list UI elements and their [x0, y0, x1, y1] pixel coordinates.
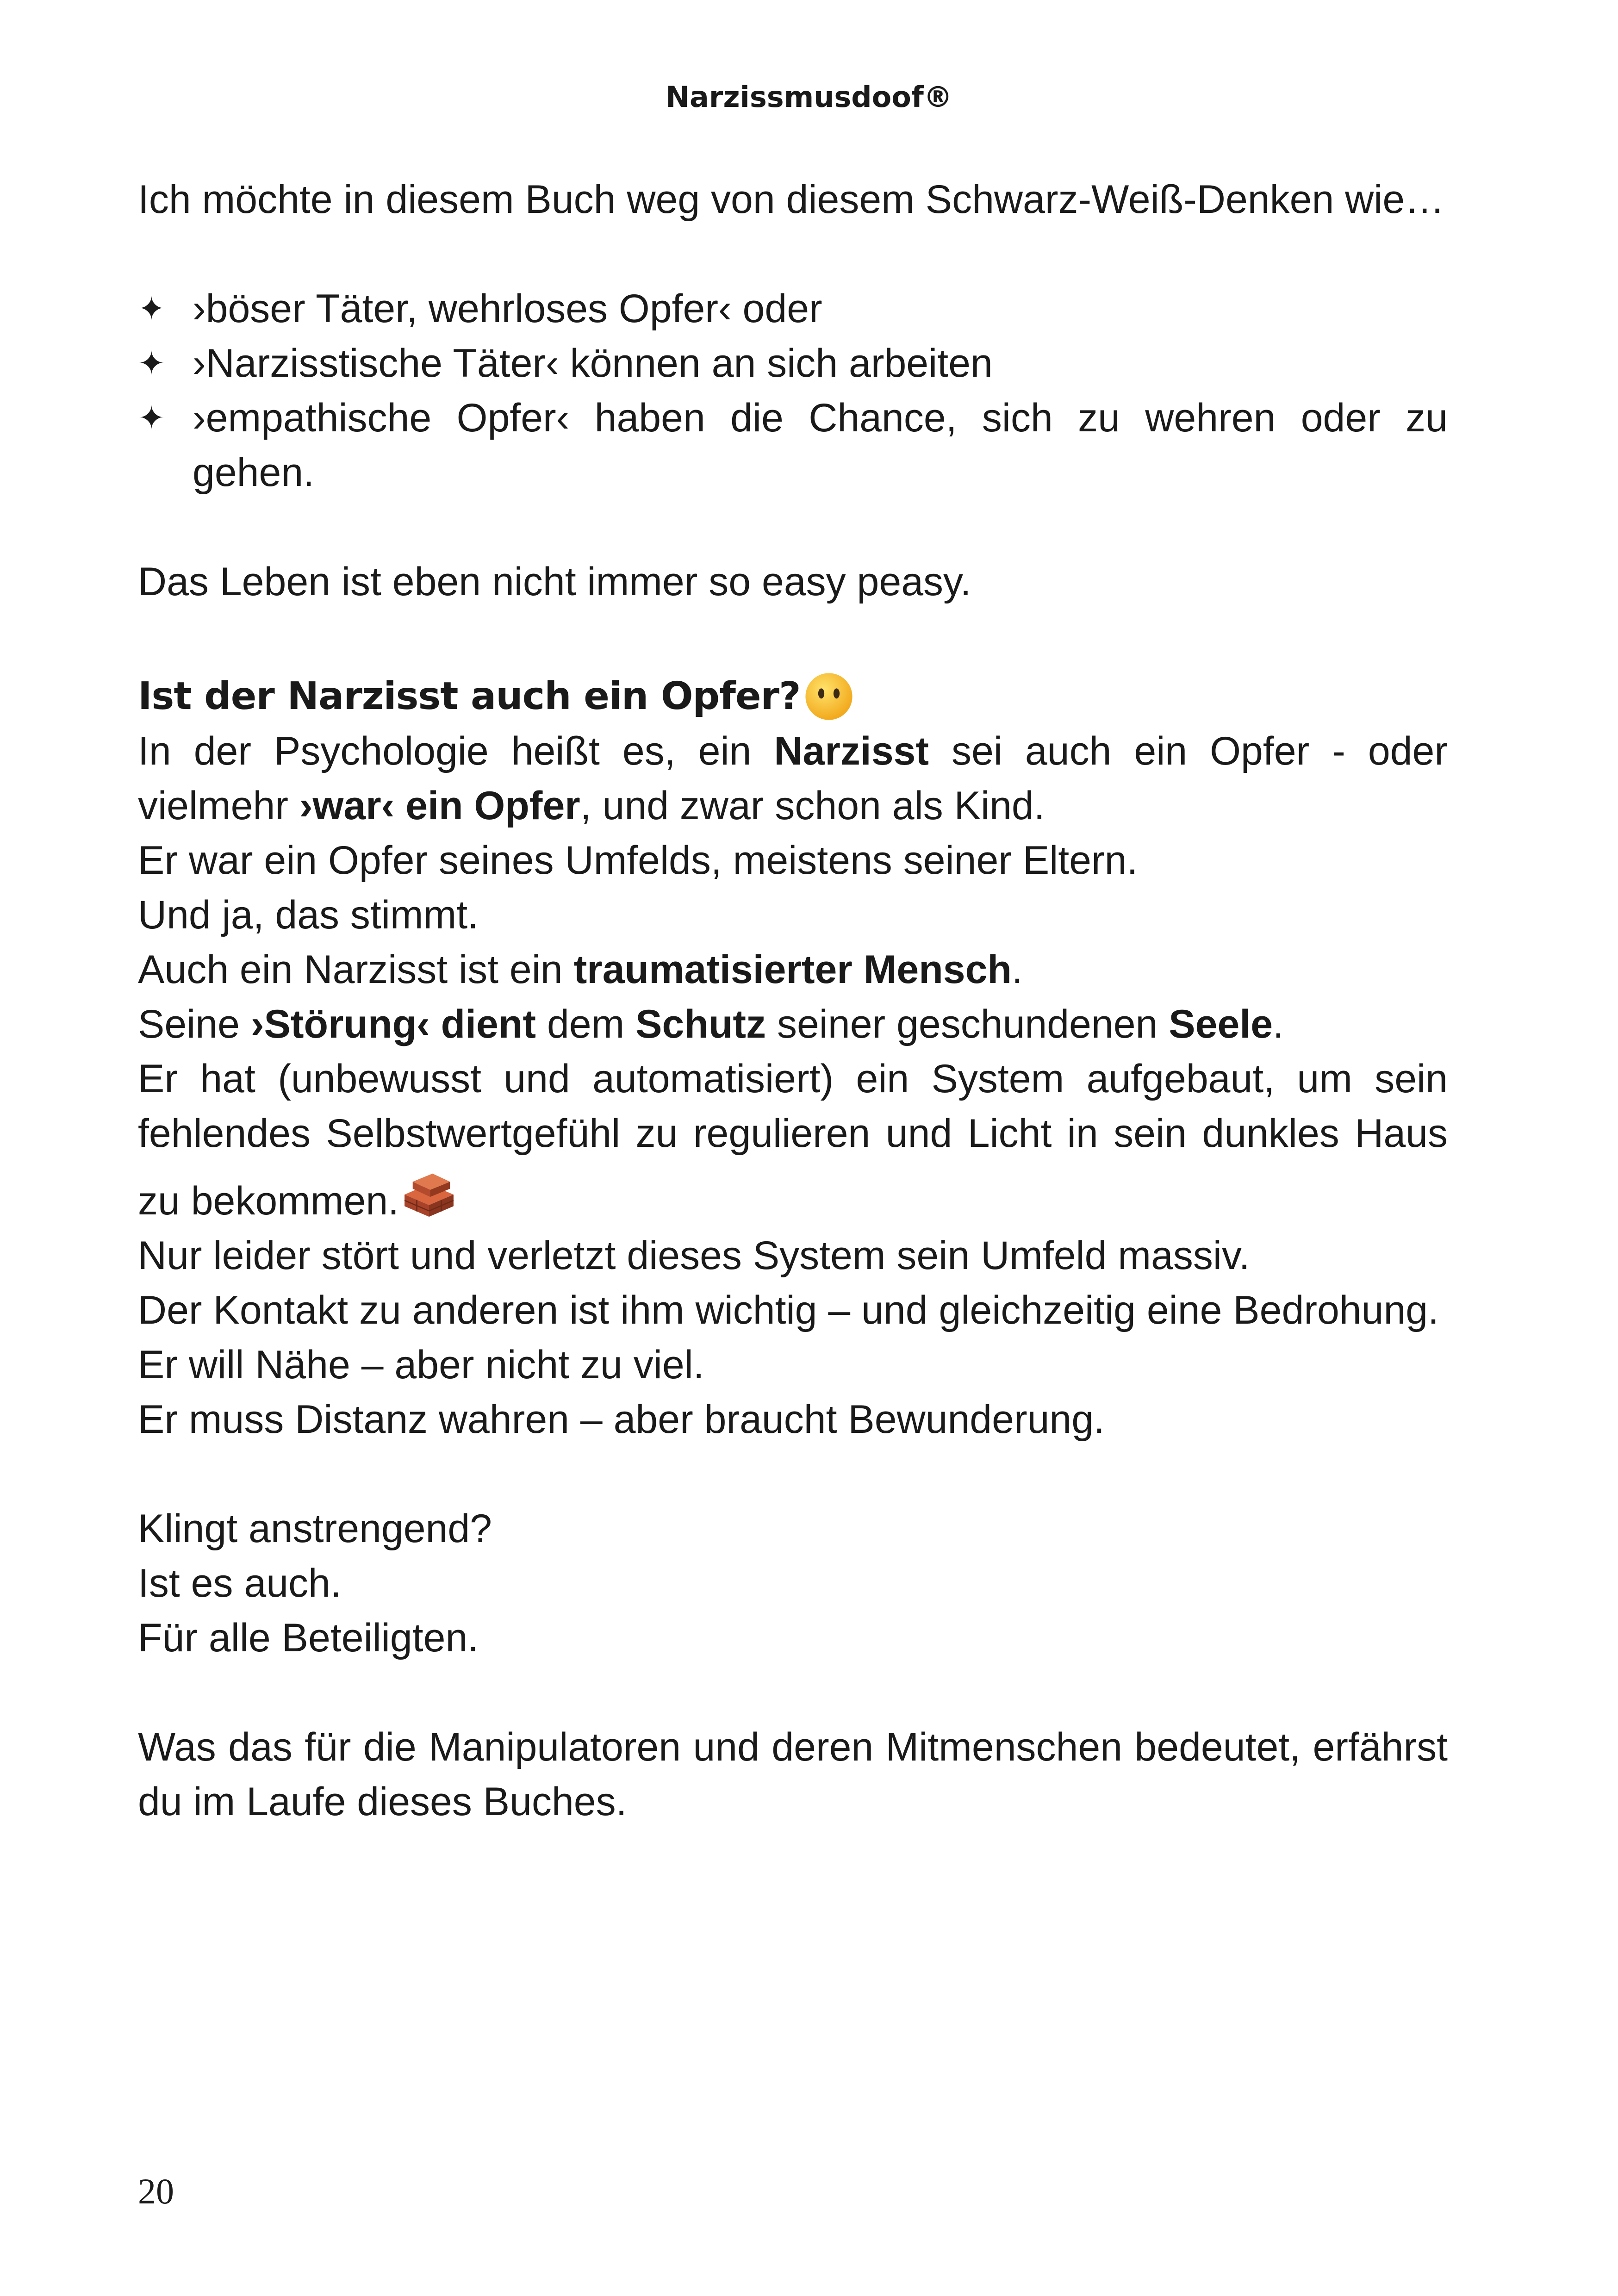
list-item: [138, 281, 1448, 336]
paragraph-environment: Er war ein Opfer seines Umfelds, meistens seiner Eltern.: [138, 838, 1138, 883]
section-heading-text: Ist der Narzisst auch ein Opfer?: [138, 674, 801, 718]
closing-question: Klingt anstrengend?: [138, 1506, 492, 1551]
bullet-text: ›Narzisstische Täter‹ können an sich arbeiten: [193, 341, 993, 386]
list-item: [138, 336, 1448, 391]
four-pointed-star-icon: ✦: [138, 290, 165, 328]
paragraph-harms-environment: Nur leider stört und verletzt dieses System sein Umfeld massiv.: [138, 1233, 1250, 1278]
spacer: [138, 1447, 1448, 1501]
paragraph-agreement: Und ja, das stimmt.: [138, 893, 479, 937]
closing-everyone: Für alle Beteiligten.: [138, 1616, 479, 1660]
intro-paragraph: Ich möchte in diesem Buch weg von diesem Schwarz-Weiß-Denken wie…: [138, 177, 1445, 222]
paragraph-narcissist-victim: In der Psychologie heißt es, ein Narzisst sei auch ein Opfer - oder vielmehr ›war‹ ein Opfer, und zwar schon als Kind.: [138, 729, 1448, 828]
page-body: [138, 172, 1448, 1829]
bricks-emoji-icon: [400, 1161, 458, 1219]
list-item: [138, 391, 1448, 500]
paragraph-contact-threat: Der Kontakt zu anderen ist ihm wichtig – und gleichzeitig eine Bedrohung.: [138, 1288, 1439, 1332]
spacer: [138, 609, 1448, 669]
bold-term: Narzisst: [774, 729, 929, 773]
section-heading: [138, 669, 1448, 724]
running-header: Narzissmusdoof®: [666, 80, 952, 114]
face-without-mouth-emoji-icon: [803, 671, 854, 722]
closing-paragraph: Was das für die Manipulatoren und deren Mitmenschen bedeutet, erfährst du im Laufe dieses Buches.: [138, 1725, 1448, 1824]
bold-term: traumatisierter Mensch: [573, 947, 1012, 992]
bullet-text: ›empathische Opfer‹ haben die Chance, sich zu wehren oder zu gehen.: [193, 396, 1448, 495]
paragraph-closeness: Er will Nähe – aber nicht zu viel.: [138, 1343, 704, 1387]
page-number: 20: [138, 2171, 174, 2211]
spacer: [138, 500, 1448, 554]
bold-term: Seele: [1169, 1002, 1273, 1046]
paragraph-distance: Er muss Distanz wahren – aber braucht Bewunderung.: [138, 1397, 1105, 1442]
paragraph-system: Er hat (unbewusst und automatisiert) ein System aufgebaut, um sein fehlendes Selbstwertgefühl zu regulieren und Licht in sein dunkles Haus zu bekommen.: [138, 1057, 1448, 1223]
bold-term: Schutz: [635, 1002, 766, 1046]
paragraph-traumatized: Auch ein Narzisst ist ein traumatisierter Mensch.: [138, 947, 1023, 992]
four-pointed-star-icon: ✦: [138, 344, 165, 382]
bullet-text: ›böser Täter, wehrloses Opfer‹ oder: [193, 286, 822, 331]
spacer: [138, 227, 1448, 281]
four-pointed-star-icon: ✦: [138, 399, 165, 437]
closing-answer: Ist es auch.: [138, 1561, 342, 1605]
spacer: [138, 1665, 1448, 1720]
bullet-list: [138, 281, 1448, 500]
easy-peasy-paragraph: Das Leben ist eben nicht immer so easy peasy.: [138, 560, 971, 604]
bold-term: ›war‹ ein Opfer: [299, 784, 580, 828]
bold-term: ›Störung‹ dient: [250, 1002, 536, 1046]
paragraph-disorder-protects: Seine ›Störung‹ dient dem Schutz seiner geschundenen Seele.: [138, 1002, 1284, 1046]
